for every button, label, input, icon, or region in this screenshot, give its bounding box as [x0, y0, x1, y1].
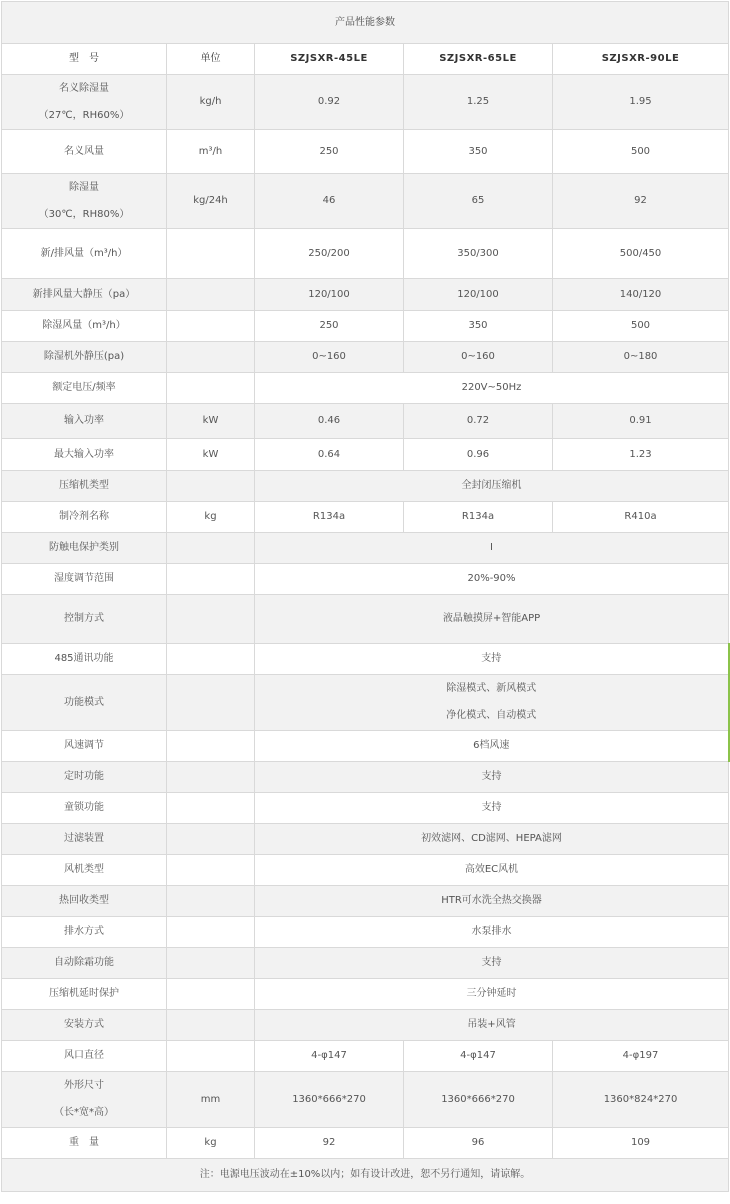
row-label: 压缩机延时保护 [2, 979, 167, 1010]
table-row [2, 886, 729, 917]
row-label: 定时功能 [2, 762, 167, 793]
row-value-model-2: 0~160 [404, 342, 553, 373]
table-row [2, 595, 729, 644]
row-label: 制冷剂名称 [2, 502, 167, 533]
spec-table [1, 1, 730, 1192]
row-merged-value: 6档风速 [255, 731, 729, 762]
row-value-model-2: R134a [404, 502, 553, 533]
row-label [2, 174, 167, 229]
row-value-model-2: 4-φ147 [404, 1041, 553, 1072]
row-label: 风速调节 [2, 731, 167, 762]
row-unit [167, 762, 255, 793]
row-label: 额定电压/频率 [2, 373, 167, 404]
table-row [2, 731, 729, 762]
row-label: 压缩机类型 [2, 471, 167, 502]
row-value-model-3: 500 [553, 311, 729, 342]
row-value-model-3: 140/120 [553, 279, 729, 311]
row-value-model-1: 250 [255, 130, 404, 174]
row-unit [167, 824, 255, 855]
row-value-model-1: 0.46 [255, 404, 404, 439]
header-model-65le: SZJSXR-65LE [404, 44, 553, 75]
row-label: 名义风量 [2, 130, 167, 174]
row-merged-value: 初效滤网、CD滤网、HEPA滤网 [255, 824, 729, 855]
row-value-model-3: 1.95 [553, 75, 729, 130]
row-label-line-1: 名义除湿量 [59, 82, 109, 94]
row-value-model-3: 500 [553, 130, 729, 174]
table-row [2, 1072, 729, 1128]
header-row [2, 44, 729, 75]
row-value-model-1: 120/100 [255, 279, 404, 311]
row-unit [167, 793, 255, 824]
row-unit: m³/h [167, 130, 255, 174]
table-row [2, 311, 729, 342]
row-unit: kg [167, 502, 255, 533]
row-unit [167, 886, 255, 917]
table-row [2, 1010, 729, 1041]
row-unit [167, 1041, 255, 1072]
row-label: 自动除霜功能 [2, 948, 167, 979]
header-model-90le: SZJSXR-90LE [553, 44, 729, 75]
row-value-model-2: 350/300 [404, 229, 553, 279]
row-value-model-3: R410a [553, 502, 729, 533]
row-merged-value: 20%-90% [255, 564, 729, 595]
table-row [2, 948, 729, 979]
row-value-model-2: 0.96 [404, 439, 553, 471]
row-label: 输入功率 [2, 404, 167, 439]
row-value-model-3: 0.91 [553, 404, 729, 439]
row-label: 最大输入功率 [2, 439, 167, 471]
table-title: 产品性能参数 [2, 2, 729, 44]
row-merged-value: 液晶触摸屏+智能APP [255, 595, 729, 644]
row-merged-value: 支持 [255, 793, 729, 824]
row-unit [167, 731, 255, 762]
row-value-model-2: 0.72 [404, 404, 553, 439]
row-unit [167, 1010, 255, 1041]
row-unit [167, 564, 255, 595]
row-unit [167, 229, 255, 279]
table-row [2, 1041, 729, 1072]
row-value-model-1: 92 [255, 1128, 404, 1159]
row-label: 重 量 [2, 1128, 167, 1159]
spec-table-body [2, 2, 729, 1159]
row-value-model-2: 350 [404, 311, 553, 342]
table-row [2, 342, 729, 373]
table-note: 注：电源电压波动在±10%以内；如有设计改进，恕不另行通知，请谅解。 [2, 1159, 729, 1192]
table-row [2, 824, 729, 855]
row-merged-value: 吊装+风管 [255, 1010, 729, 1041]
row-unit [167, 373, 255, 404]
table-row [2, 1128, 729, 1159]
table-row [2, 675, 729, 731]
row-label-line-2: （长*宽*高） [54, 1107, 114, 1118]
header-model-label: 型 号 [2, 44, 167, 75]
row-unit [167, 279, 255, 311]
row-merged-value-line-1: 除湿模式、新风模式 [446, 683, 537, 694]
row-merged-value: 支持 [255, 948, 729, 979]
row-label: 新排风量大静压（pa） [2, 279, 167, 311]
row-unit: mm [167, 1072, 255, 1128]
row-label-line-1: 除湿量 [69, 181, 99, 193]
row-unit: kW [167, 404, 255, 439]
row-label: 功能模式 [2, 675, 167, 731]
row-label-line-2: （27℃，RH60%） [38, 109, 130, 121]
row-value-model-1: 46 [255, 174, 404, 229]
row-merged-value: 220V~50Hz [255, 373, 729, 404]
row-unit [167, 342, 255, 373]
table-row [2, 471, 729, 502]
row-merged-value [255, 675, 729, 731]
row-merged-value: 水泵排水 [255, 917, 729, 948]
row-unit: kg [167, 1128, 255, 1159]
row-value-model-1: 250/200 [255, 229, 404, 279]
row-value-model-3: 92 [553, 174, 729, 229]
row-value-model-1: R134a [255, 502, 404, 533]
row-label [2, 75, 167, 130]
note-row [2, 1159, 729, 1192]
row-value-model-3: 1360*824*270 [553, 1072, 729, 1128]
row-value-model-1: 1360*666*270 [255, 1072, 404, 1128]
table-row [2, 644, 729, 675]
row-unit [167, 855, 255, 886]
row-label: 485通讯功能 [2, 644, 167, 675]
row-label: 童锁功能 [2, 793, 167, 824]
row-value-model-3: 4-φ197 [553, 1041, 729, 1072]
table-row [2, 373, 729, 404]
row-unit [167, 644, 255, 675]
table-row [2, 762, 729, 793]
table-row [2, 279, 729, 311]
table-title-row [2, 2, 729, 44]
row-value-model-3: 0~180 [553, 342, 729, 373]
row-unit [167, 948, 255, 979]
table-row [2, 502, 729, 533]
row-merged-value: 支持 [255, 762, 729, 793]
row-label: 风机类型 [2, 855, 167, 886]
row-merged-value: HTR可水洗全热交换器 [255, 886, 729, 917]
row-value-model-2: 350 [404, 130, 553, 174]
row-unit [167, 917, 255, 948]
row-value-model-2: 96 [404, 1128, 553, 1159]
row-label: 热回收类型 [2, 886, 167, 917]
row-value-model-1: 0~160 [255, 342, 404, 373]
row-unit [167, 675, 255, 731]
row-value-model-1: 250 [255, 311, 404, 342]
row-merged-value: 高效EC风机 [255, 855, 729, 886]
row-value-model-2: 65 [404, 174, 553, 229]
row-merged-value: I [255, 533, 729, 564]
row-label: 湿度调节范围 [2, 564, 167, 595]
row-label: 新/排风量（m³/h） [2, 229, 167, 279]
table-row [2, 130, 729, 174]
table-row [2, 979, 729, 1010]
row-value-model-2: 1.25 [404, 75, 553, 130]
row-merged-value: 全封闭压缩机 [255, 471, 729, 502]
row-label-line-2: （30℃，RH80%） [38, 208, 130, 220]
row-label [2, 1072, 167, 1128]
row-merged-value-line-2: 净化模式、自动模式 [446, 710, 537, 721]
row-value-model-3: 109 [553, 1128, 729, 1159]
row-merged-value: 三分钟延时 [255, 979, 729, 1010]
row-value-model-1: 0.64 [255, 439, 404, 471]
row-value-model-3: 500/450 [553, 229, 729, 279]
table-row [2, 174, 729, 229]
table-row [2, 855, 729, 886]
row-value-model-2: 120/100 [404, 279, 553, 311]
table-row [2, 564, 729, 595]
table-row [2, 229, 729, 279]
row-label-line-1: 外形尺寸 [64, 1080, 104, 1091]
row-unit [167, 311, 255, 342]
table-row [2, 439, 729, 471]
row-label: 控制方式 [2, 595, 167, 644]
row-label: 安装方式 [2, 1010, 167, 1041]
row-value-model-2: 1360*666*270 [404, 1072, 553, 1128]
row-value-model-1: 4-φ147 [255, 1041, 404, 1072]
row-unit [167, 595, 255, 644]
row-unit [167, 471, 255, 502]
row-unit: kg/h [167, 75, 255, 130]
row-unit [167, 533, 255, 564]
row-unit: kg/24h [167, 174, 255, 229]
table-row [2, 533, 729, 564]
table-row [2, 404, 729, 439]
table-row [2, 793, 729, 824]
row-unit [167, 979, 255, 1010]
row-value-model-3: 1.23 [553, 439, 729, 471]
header-unit-label: 单位 [167, 44, 255, 75]
table-row [2, 917, 729, 948]
table-row [2, 75, 729, 130]
row-label: 除湿风量（m³/h） [2, 311, 167, 342]
row-label: 排水方式 [2, 917, 167, 948]
header-model-45le: SZJSXR-45LE [255, 44, 404, 75]
row-label: 防触电保护类别 [2, 533, 167, 564]
row-label: 过滤装置 [2, 824, 167, 855]
row-value-model-1: 0.92 [255, 75, 404, 130]
row-label: 除湿机外静压(pa) [2, 342, 167, 373]
row-unit: kW [167, 439, 255, 471]
row-merged-value: 支持 [255, 644, 729, 675]
row-label: 风口直径 [2, 1041, 167, 1072]
